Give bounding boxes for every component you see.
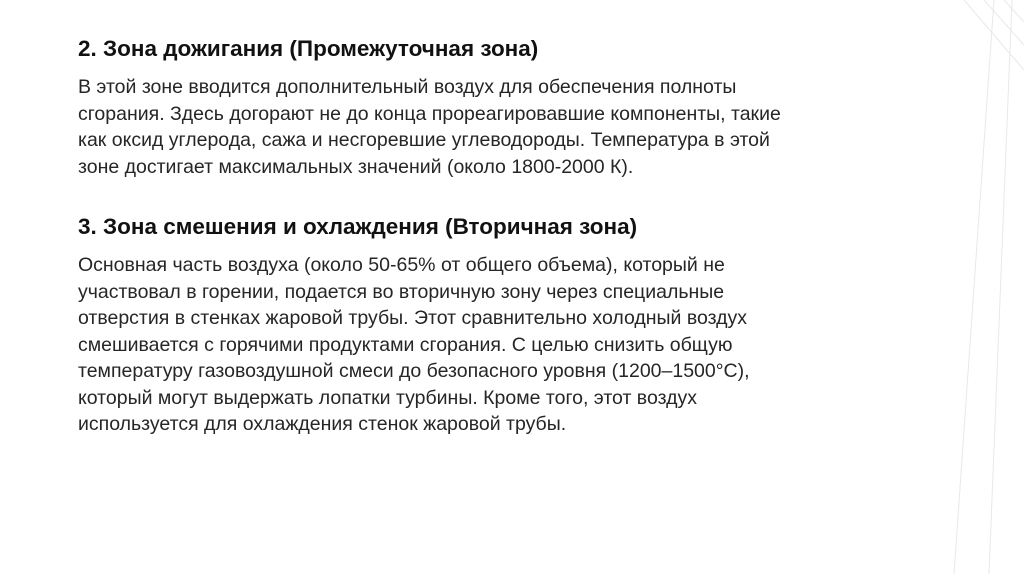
slide-content — [78, 34, 958, 438]
paragraph-line: В этой зоне вводится дополнительный воздух для обеспечения полноты — [78, 76, 737, 98]
section-heading: 2. Зона дожигания (Промежуточная зона) — [78, 36, 539, 61]
paragraph-line: зоне достигает максимальных значений (около 1800-2000 К). — [78, 155, 634, 178]
paragraph-line: смешивается с горячими продуктами сгорания. С целью снизить общую — [78, 333, 733, 356]
paragraph-line: Основная часть воздуха (около 50-65% от общего объема), который не — [78, 254, 725, 276]
paragraph-line: участвовал в горении, подается во вторичную зону через специальные — [78, 280, 725, 303]
section-afterburning-zone — [78, 34, 958, 180]
section-paragraph — [78, 74, 958, 180]
paragraph-line: отверстия в стенках жаровой трубы. Этот сравнительно холодный воздух — [78, 307, 747, 329]
paragraph-line: сгорания. Здесь догорают не до конца прореагировавшие компоненты, такие — [78, 102, 781, 125]
paragraph-line: как оксид углерода, сажа и несгоревшие углеводороды. Температура в этой — [78, 129, 770, 151]
paragraph-line: который могут выдержать лопатки турбины. Кроме того, этот воздух — [78, 386, 697, 409]
section-paragraph — [78, 252, 958, 438]
paragraph-line: температуру газовоздушной смеси до безопасного уровня (1200–1500°С), — [78, 360, 750, 382]
paragraph-line: используется для охлаждения стенок жаровой трубы. — [78, 413, 567, 435]
section-heading: 3. Зона смешения и охлаждения (Вторичная зона) — [78, 214, 638, 239]
section-mixing-cooling-zone — [78, 212, 958, 438]
